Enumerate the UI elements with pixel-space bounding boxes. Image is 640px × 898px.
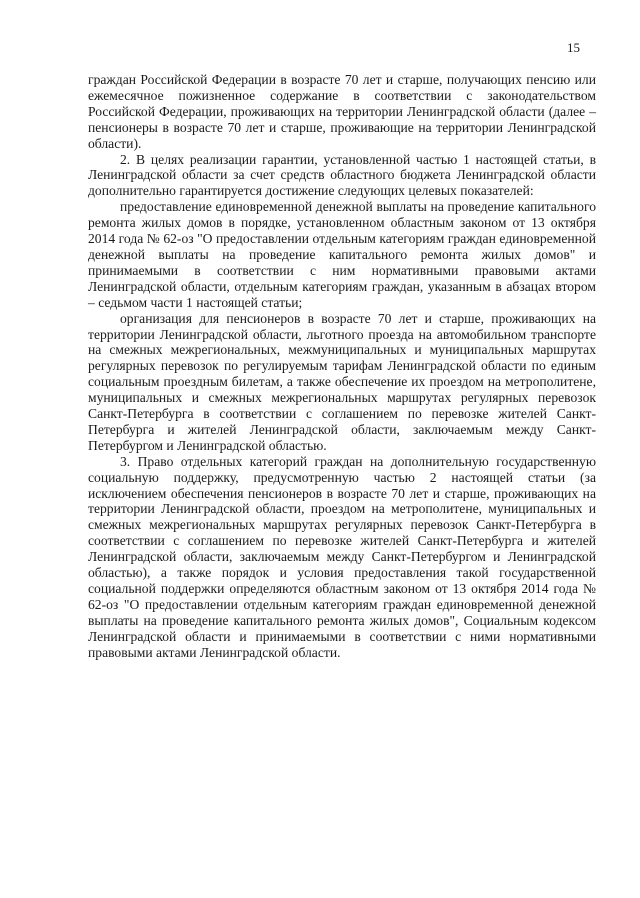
paragraph-item-3: 3. Право отдельных категорий граждан на дополнительную государственную социальную поддержку, предусмотренную частью 2 настоящей статьи (за исключением обеспечения пенсионеров в возрасте 70 лет и старше, проживающих на территории Ленинградской области, проездом на метрополитене, муниципальных и смежных межрегиональных маршрутах регулярных перевозок Санкт-Петербурга в соответствии с соглашением по перевозке жителей Санкт-Петербурга и жителей Ленинградской области, заключаемым между Санкт-Петербургом и Ленинградской областью), а также порядок и условия предоставления такой государственной социальной поддержки определяются областным законом от 13 октября 2014 года № 62-оз "О предоставлении отдельным категориям граждан единовременной денежной выплаты на проведение капитального ремонта жилых домов", Социальным кодексом Ленинградской области и принимаемыми в соответствии с ними нормативными правовыми актами Ленинградской области.: [88, 453, 596, 660]
document-body: [88, 72, 596, 661]
paragraph-repair-payment: предоставление единовременной денежной выплаты на проведение капитального ремонта жилых домов в порядке, установленном областным законом от 13 октября 2014 года № 62-оз "О предоставлении отдельным категориям граждан единовременной денежной выплаты на проведение капитального ремонта жилых домов" и принимаемыми в соответствии с ним нормативными правовыми актами Ленинградской области, отдельным категориям граждан, указанным в абзацах втором – седьмом части 1 настоящей статьи;: [88, 199, 596, 310]
paragraph-transport-benefit: организация для пенсионеров в возрасте 70 лет и старше, проживающих на территории Ленинградской области, льготного проезда на автомобильном транспорте на смежных межрегиональных, межмуниципальных и муниципальных маршрутах регулярных перевозок по регулируемым тарифам Ленинградской области по единым социальным проездным билетам, а также обеспечение их проездом на метрополитене, муниципальных и смежных межрегиональных маршрутах регулярных перевозок Санкт-Петербурга в соответствии с соглашением по перевозке жителей Санкт-Петербурга и жителей Ленинградской области, заключаемым между Санкт-Петербургом и Ленинградской областью.: [88, 310, 596, 453]
paragraph-item-2: 2. В целях реализации гарантии, установленной частью 1 настоящей статьи, в Ленинградской области за счет средств областного бюджета Ленинградской области дополнительно гарантируется достижение следующих целевых показателей:: [88, 151, 596, 199]
paragraph-continuation: граждан Российской Федерации в возрасте 70 лет и старше, получающих пенсию или ежемесячное пожизненное содержание в соответствии с законодательством Российской Федерации, проживающих на территории Ленинградской области (далее – пенсионеры в возрасте 70 лет и старше, проживающие на территории Ленинградской области).: [88, 72, 596, 151]
page-number: 15: [567, 40, 580, 55]
